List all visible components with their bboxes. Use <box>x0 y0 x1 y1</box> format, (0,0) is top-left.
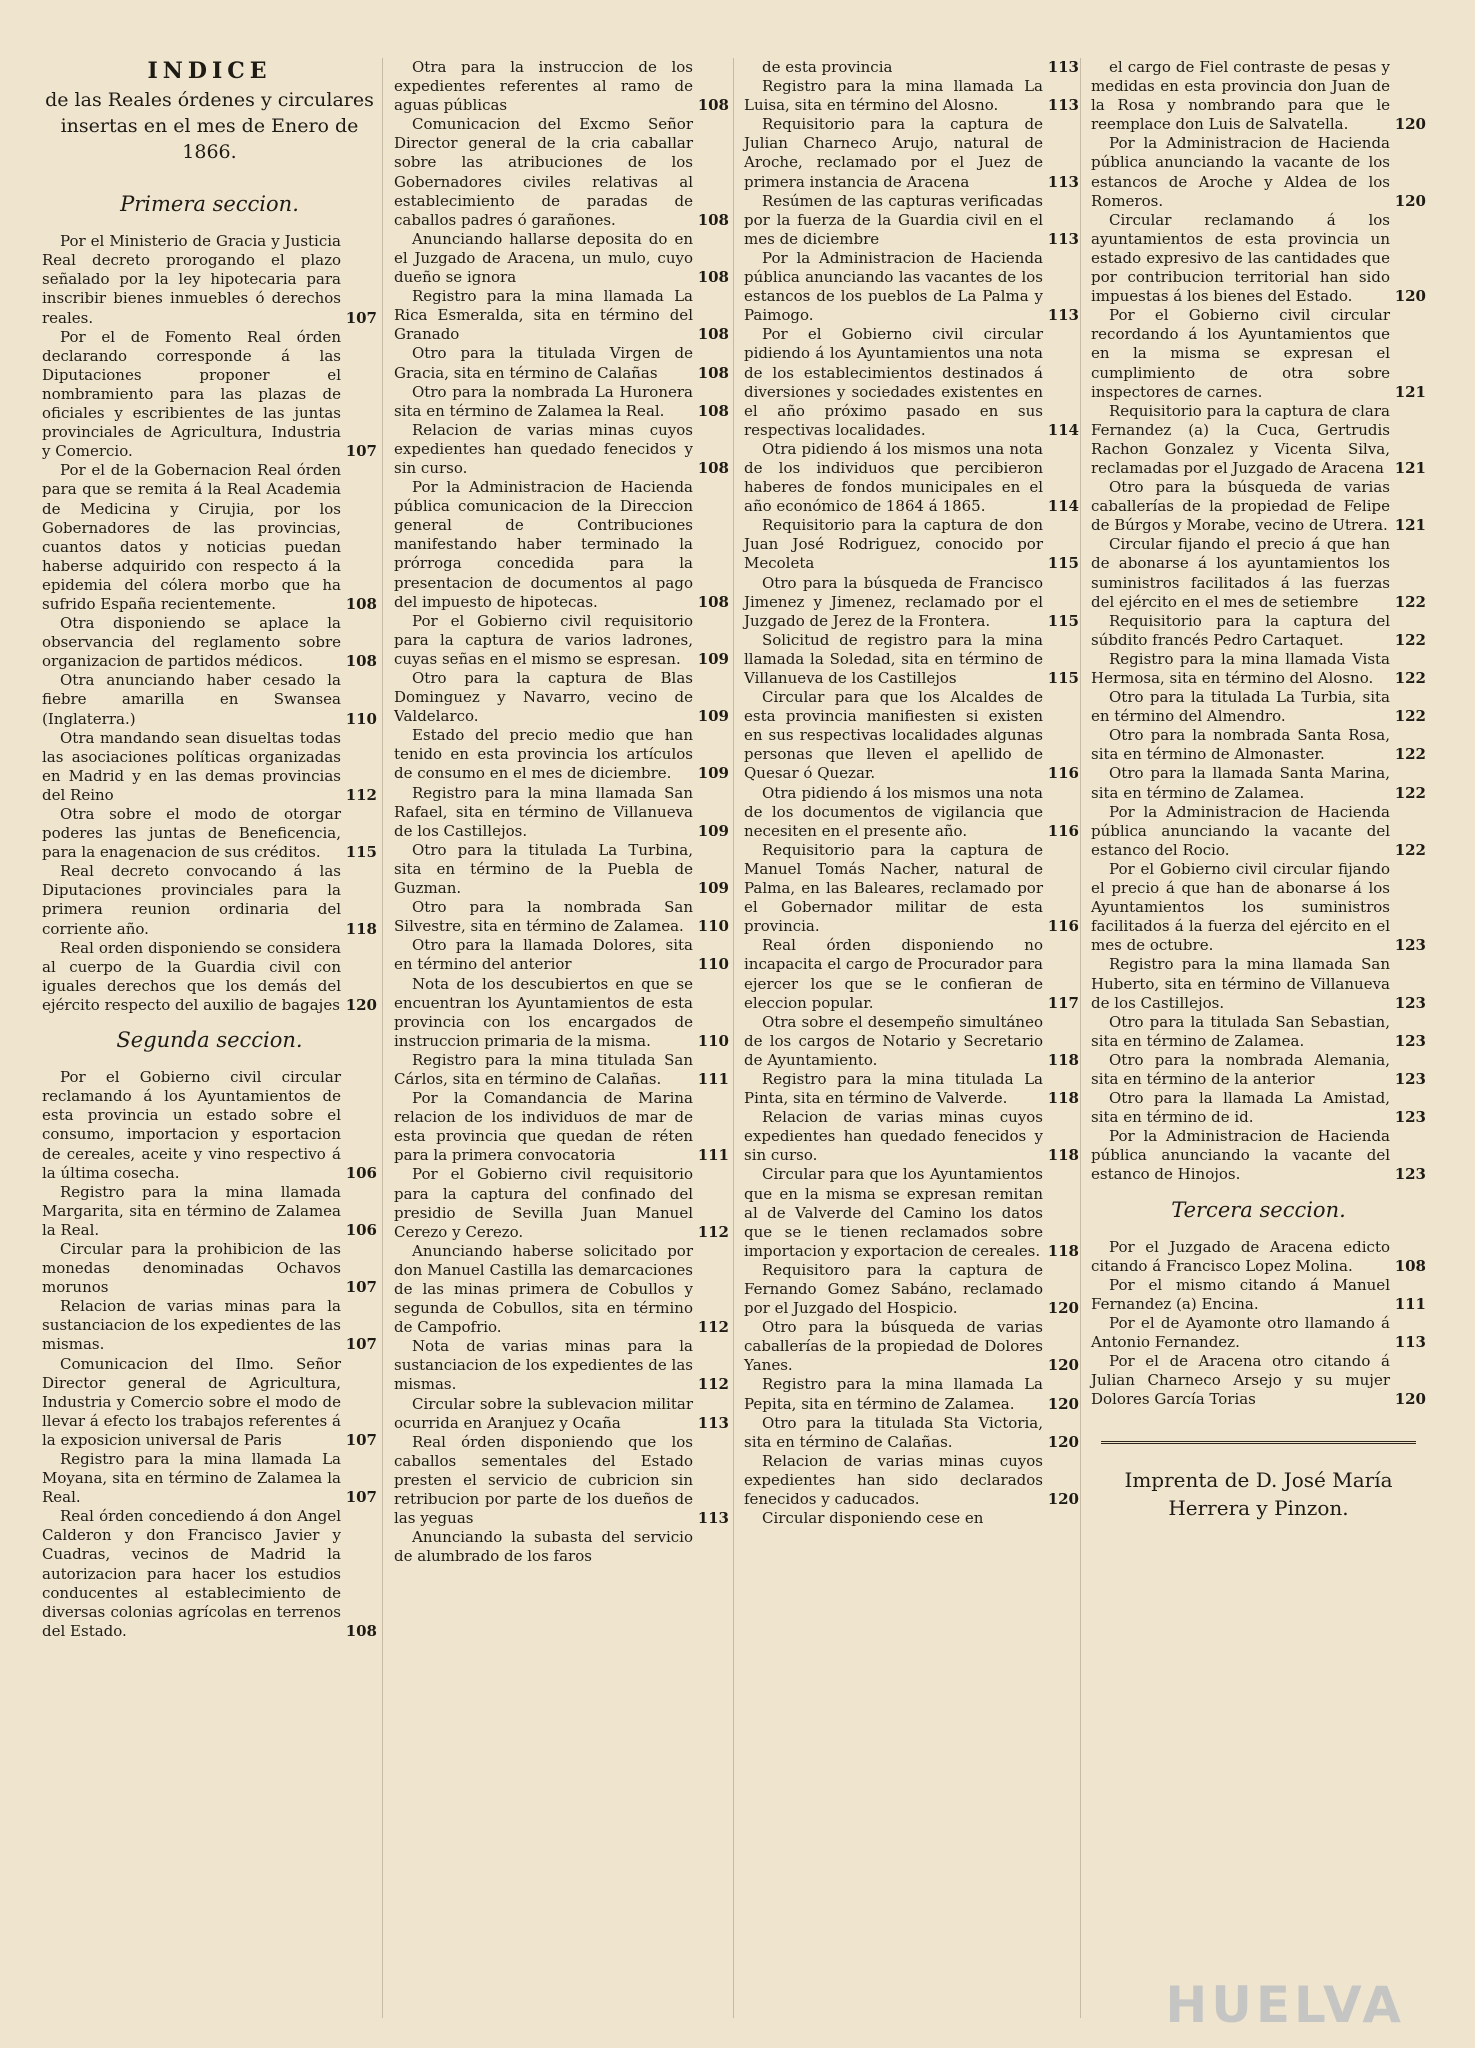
index-entry <box>394 841 729 898</box>
entry-page-number: 109 <box>697 821 729 840</box>
entry-text: Circular disponiendo cese en <box>762 1509 984 1528</box>
index-entry <box>394 115 729 230</box>
entry-page-number: 118 <box>1047 1146 1079 1165</box>
entry-text: Por el Gobierno civil circular reclamando á los Ayuntamientos de esta provincia un estado sobre el consumo, importacion y esportacion de cereales, aceite y vino respectivo á la última cosecha. <box>42 1068 341 1182</box>
entry-page-number: 112 <box>345 785 377 804</box>
column-divider <box>1080 58 1081 2018</box>
index-entry <box>42 939 377 1015</box>
index-entry <box>42 862 377 938</box>
index-entry <box>1091 726 1426 764</box>
entry-text: Otra disponiendo se aplace la observancia del reglamento sobre organizacion de partidos médicos. <box>42 614 341 671</box>
entry-page-number: 122 <box>1394 630 1426 649</box>
entry-list <box>1091 58 1426 1185</box>
entry-text: Requisitorio para la captura de Manuel Tomás Nacher, natural de Palma, en las Baleares, reclamado por el Gobernador militar de esta provincia. <box>744 840 1043 936</box>
index-entry <box>394 383 729 421</box>
entry-page-number: 113 <box>1047 58 1079 76</box>
index-entry <box>1091 535 1426 611</box>
entry-text: Requisitorio para la captura de Julian Charneco Arujo, natural de Aroche, reclamado por el Juez de primera instancia de Aracena <box>744 115 1043 191</box>
entry-text: Otro para la llamada Santa Marina, sita en término de Zalamea. <box>1091 764 1390 802</box>
entry-text: Registro para la mina llamada La Pepita, sita en término de Zalamea. <box>744 1375 1043 1413</box>
index-entry <box>42 328 377 462</box>
index-entry <box>42 1068 377 1183</box>
index-entry <box>1091 955 1426 1012</box>
entry-page-number: 112 <box>697 1318 729 1337</box>
entry-page-number: 115 <box>1047 554 1079 573</box>
entry-text: Registro para la mina llamada San Huberto, sita en término de Villanueva de los Castillejos. <box>1091 955 1390 1012</box>
entry-page-number: 117 <box>1047 993 1079 1012</box>
entry-page-number: 107 <box>345 1278 377 1297</box>
entry-page-number: 120 <box>1047 1299 1079 1318</box>
entry-text: Requisitorio para la captura de don Juan José Rodriguez, conocido por Mecoleta <box>744 516 1043 573</box>
entry-page-number: 120 <box>1394 1390 1426 1409</box>
entry-text: Solicitud de registro para la mina llamada la Soledad, sita en término de Villanueva de los Castillejos <box>744 630 1043 687</box>
index-entry <box>394 726 729 783</box>
entry-page-number: 122 <box>1394 840 1426 859</box>
entry-page-number: 114 <box>1047 497 1079 516</box>
index-entry <box>42 1240 377 1297</box>
entry-page-number: 123 <box>1394 1165 1426 1184</box>
entry-text: Por el de Ayamonte otro llamando á Antonio Fernandez. <box>1091 1314 1390 1352</box>
index-entry <box>1091 1352 1426 1409</box>
index-entry <box>42 805 377 862</box>
section-heading-primera: Primera seccion. <box>120 192 299 217</box>
index-entry <box>394 1051 729 1089</box>
entry-text: Anunciando haberse solicitado por don Manuel Castilla las demarcaciones de las minas primera de Cobullos y segunda de Cobullos, sita en término de Campofrio. <box>394 1241 693 1337</box>
entry-text: Otra para la instruccion de los expedientes referentes al ramo de aguas públicas <box>394 58 693 115</box>
entry-page-number: 122 <box>1394 745 1426 764</box>
index-entry <box>744 1452 1079 1509</box>
entry-text: Otra pidiendo á los mismos una nota de los documentos de vigilancia que necesiten en el presente año. <box>744 783 1043 840</box>
column-4 <box>1091 58 1426 1522</box>
entry-page-number: 113 <box>697 1413 729 1432</box>
entry-text: Circular para que los Alcaldes de esta provincia manifiesten si existen en sus respectivas localidades algunas personas que lleven el apellido de Quesar ó Quezar. <box>744 688 1043 783</box>
entry-text: Otra pidiendo á los mismos una nota de los individuos que percibieron haberes de fondos municipales en el año económico de 1864 á 1865. <box>744 439 1043 516</box>
entry-page-number: 120 <box>1047 1490 1079 1509</box>
entry-page-number: 108 <box>697 96 729 115</box>
index-entry <box>744 115 1079 191</box>
entry-text: Otra sobre el modo de otorgar poderes las juntas de Beneficencia, para la enagenacion de sus créditos. <box>42 805 341 862</box>
entry-page-number: 108 <box>697 268 729 287</box>
entry-page-number: 123 <box>1394 993 1426 1012</box>
entry-text: Registro para la mina llamada La Rica Esmeralda, sita en término del Granado <box>394 287 693 344</box>
index-entry <box>394 1242 729 1337</box>
entry-text: Relacion de varias minas cuyos expedientes han quedado fenecidos y sin curso. <box>744 1108 1043 1165</box>
entry-page-number: 106 <box>345 1220 377 1239</box>
index-entry <box>744 192 1079 249</box>
index-entry <box>1091 211 1426 306</box>
entry-text: Por el mismo citando á Manuel Fernandez (a) Encina. <box>1091 1275 1390 1313</box>
column-divider <box>382 58 383 2018</box>
entry-page-number: 107 <box>345 442 377 461</box>
entry-page-number: 118 <box>345 919 377 938</box>
entry-text: Relacion de varias minas cuyos expedientes han quedado fenecidos y sin curso. <box>394 420 693 477</box>
entry-page-number: 121 <box>1394 382 1426 401</box>
entry-page-number: 108 <box>697 325 729 344</box>
entry-text: Por la Comandancia de Marina relacion de los individuos de mar de esta provincia que quedan de réten para la primera convocatoria <box>394 1089 693 1165</box>
index-entry <box>394 936 729 974</box>
entry-page-number: 118 <box>1047 1050 1079 1069</box>
entry-page-number: 114 <box>1047 420 1079 439</box>
entry-page-number: 121 <box>1394 516 1426 535</box>
index-entry <box>42 614 377 671</box>
entry-page-number: 123 <box>1394 1069 1426 1088</box>
entry-page-number: 109 <box>697 879 729 898</box>
index-entry <box>744 1261 1079 1318</box>
entry-page-number: 116 <box>1047 917 1079 936</box>
index-entry <box>394 898 729 936</box>
index-entry <box>744 516 1079 573</box>
entry-text: Por el Gobierno civil circular fijando el precio á que han de abonarse á los Ayuntamientos los suministros facilitados á la fuerza del ejército en el mes de octubre. <box>1091 859 1390 955</box>
divider-rule <box>1101 1441 1416 1444</box>
entry-page-number: 109 <box>697 649 729 668</box>
entry-text: Otro para la llamada La Amistad, sita en término de id. <box>1091 1089 1390 1127</box>
entry-text: Requisitoro para la captura de Fernando Gomez Sabáno, reclamado por el Juzgado del Hospicio. <box>744 1260 1043 1318</box>
index-entry <box>394 230 729 287</box>
entry-text: Otro para la llamada Dolores, sita en término del anterior <box>394 936 693 974</box>
index-entry <box>394 975 729 1051</box>
entry-text: Relacion de varias minas cuyos expedientes han sido declarados fenecidos y caducados. <box>744 1451 1043 1509</box>
index-entry <box>394 1433 729 1528</box>
index-entry <box>42 1183 377 1240</box>
index-entry <box>394 1337 729 1394</box>
entry-text: Anunciando la subasta del servicio de alumbrado de los faros <box>394 1528 693 1566</box>
entry-page-number: 109 <box>697 707 729 726</box>
index-entry <box>394 287 729 344</box>
column-2 <box>394 58 729 1566</box>
entry-page-number: 109 <box>697 764 729 783</box>
entry-text: Real órden concediendo á don Angel Calderon y don Francisco Javier y Cuadras, vecinos de Madrid la autorizacion para hacer los estudios conducentes al establecimiento de diversas colonias agrícolas en terrenos del Estado. <box>42 1507 341 1640</box>
index-entry <box>394 1528 729 1566</box>
index-entry <box>1091 58 1426 134</box>
entry-list <box>744 58 1079 1528</box>
index-entry <box>42 461 377 614</box>
entry-text: Nota de los descubiertos en que se encuentran los Ayuntamientos de esta provincia con los encargados de instruccion primaria de la misma. <box>394 974 693 1050</box>
entry-page-number: 121 <box>1394 458 1426 477</box>
entry-text: Otro para la captura de Blas Dominguez y Navarro, vecino de Valdelarco. <box>394 669 693 726</box>
entry-text: Registro para la mina titulada San Cárlos, sita en término de Calañas. <box>394 1050 693 1088</box>
index-entry <box>394 58 729 115</box>
entry-text: Otro para la titulada La Turbina, sita en término de la Puebla de Guzman. <box>394 840 693 898</box>
entry-text: Otro para la búsqueda de Francisco Jimenez y Jimenez, reclamado por el Juzgado de Jerez de la Frontera. <box>744 573 1043 630</box>
index-entry <box>1091 1314 1426 1352</box>
index-entry <box>394 784 729 841</box>
entry-text: Otra anunciando haber cesado la fiebre amarilla en Swansea (Inglaterra.) <box>42 671 341 728</box>
index-entry <box>42 1507 377 1641</box>
index-entry <box>744 1318 1079 1375</box>
entry-text: Registro para la mina llamada La Moyana, sita en término de Zalamea la Real. <box>42 1450 341 1507</box>
entry-page-number: 111 <box>697 1069 729 1088</box>
index-entry <box>744 325 1079 440</box>
index-entry <box>394 612 729 669</box>
index-entry <box>42 1355 377 1450</box>
entry-text: Comunicacion del Ilmo. Señor Director general de Agricultura, Industria y Comercio sobre el modo de llevar á efecto los trabajos referentes á la exposicion universal de Paris <box>42 1354 341 1449</box>
entry-text: de esta provincia <box>762 58 893 76</box>
entry-text: Otro para la nombrada Alemania, sita en término de la anterior <box>1091 1050 1390 1088</box>
index-entry <box>1091 306 1426 401</box>
entry-text: Requisitorio para la captura del súbdito francés Pedro Cartaquet. <box>1091 611 1390 649</box>
entry-page-number: 107 <box>345 1335 377 1354</box>
entry-text: Registro para la mina llamada San Rafael, sita en término de Villanueva de los Castillejos. <box>394 783 693 840</box>
section-heading-segunda: Segunda seccion. <box>116 1028 303 1053</box>
entry-page-number: 108 <box>697 210 729 229</box>
entry-page-number: 120 <box>1047 1394 1079 1413</box>
entry-page-number: 113 <box>1047 172 1079 191</box>
entry-text: Otro para la búsqueda de varias caballerías de la propiedad de Dolores Yanes. <box>744 1318 1043 1375</box>
entry-text: Requisitorio para la captura de clara Fernandez (a) la Cuca, Gertrudis Rachon Gonzalez y Vicenta Silva, reclamadas por el Juzgado de Aracena <box>1091 401 1390 477</box>
entry-page-number: 108 <box>345 652 377 671</box>
index-entry <box>1091 764 1426 802</box>
index-entry <box>744 841 1079 936</box>
imprint: Imprenta de D. José María Herrera y Pinzon. <box>1124 1468 1393 1521</box>
entry-page-number: 110 <box>697 917 729 936</box>
entry-page-number: 123 <box>1394 936 1426 955</box>
index-entry <box>744 58 1079 77</box>
entry-text: Por la Administracion de Hacienda pública anunciando la vacante del estanco de Hinojos. <box>1091 1127 1390 1184</box>
index-entry <box>394 1165 729 1241</box>
entry-text: Registro para la mina llamada Vista Hermosa, sita en término del Alosno. <box>1091 649 1390 687</box>
entry-page-number: 122 <box>1394 783 1426 802</box>
index-entry <box>744 1108 1079 1165</box>
entry-page-number: 108 <box>697 401 729 420</box>
entry-text: Por la Administracion de Hacienda pública anunciando las vacantes de los estancos de los pueblos de La Palma y Paimogo. <box>744 248 1043 325</box>
entry-text: Anunciando hallarse deposita do en el Juzgado de Aracena, un mulo, cuyo dueño se ignora <box>394 229 693 287</box>
entry-page-number: 120 <box>1047 1432 1079 1451</box>
entry-text: Real órden disponiendo que los caballos sementales del Estado presten el servicio de cubricion sin retribucion por parte de los dueños de las yeguas <box>394 1432 693 1528</box>
entry-text: Registro para la mina titulada La Pinta, sita en término de Valverde. <box>744 1069 1043 1108</box>
index-entry <box>1091 402 1426 478</box>
entry-text: Otra sobre el desempeño simultáneo de los cargos de Notario y Secretario de Ayuntamiento. <box>744 1012 1043 1069</box>
index-entry <box>744 574 1079 631</box>
entry-page-number: 108 <box>697 458 729 477</box>
entry-text: Circular para que los Ayuntamientos que en la misma se expresan remitan al de Valverde del Camino los datos que se le tienen reclamados sobre importacion y exportacion de cereales. <box>744 1165 1043 1260</box>
entry-text: Nota de varias minas para la sustanciacion de los expedientes de las mismas. <box>394 1337 693 1394</box>
entry-text: Circular para la prohibicion de las monedas denominadas Ochavos morunos <box>42 1239 341 1297</box>
index-entry <box>744 1375 1079 1413</box>
index-page <box>22 58 1458 2038</box>
index-entry <box>744 1070 1079 1108</box>
entry-text: Circular fijando el precio á que han de abonarse á los ayuntamientos los suministros facilitados á las fuerzas del ejército en el mes de setiembre <box>1091 535 1390 611</box>
entry-page-number: 112 <box>697 1375 729 1394</box>
entry-page-number: 116 <box>1047 821 1079 840</box>
index-entry <box>42 1450 377 1507</box>
entry-text: Otro para la nombrada La Huronera sita en término de Zalamea la Real. <box>394 382 693 420</box>
entry-page-number: 107 <box>345 1488 377 1507</box>
index-entry <box>1091 134 1426 210</box>
index-entry <box>744 631 1079 688</box>
entry-text: Por la Administracion de Hacienda pública anunciando la vacante del estanco del Rocio. <box>1091 802 1390 859</box>
index-entry <box>744 1414 1079 1452</box>
entry-page-number: 113 <box>1047 306 1079 325</box>
entry-page-number: 123 <box>1394 1031 1426 1050</box>
entry-page-number: 120 <box>1394 287 1426 306</box>
entry-text: Otro para la titulada Sta Victoria, sita en término de Calañas. <box>744 1413 1043 1451</box>
entry-page-number: 122 <box>1394 592 1426 611</box>
entry-page-number: 108 <box>1394 1256 1426 1275</box>
index-entry <box>42 1297 377 1354</box>
index-entry <box>744 936 1079 1012</box>
entry-page-number: 120 <box>1394 115 1426 134</box>
entry-page-number: 110 <box>345 709 377 728</box>
entry-page-number: 108 <box>697 363 729 382</box>
index-entry <box>744 1165 1079 1260</box>
index-entry <box>394 478 729 612</box>
entry-list <box>42 232 377 1015</box>
index-entry <box>394 669 729 726</box>
entry-text: Registro para la mina llamada La Luisa, sita en término del Alosno. <box>744 77 1043 115</box>
entry-page-number: 118 <box>1047 1241 1079 1260</box>
entry-text: Circular sobre la sublevacion militar ocurrida en Aranjuez y Ocaña <box>394 1394 693 1432</box>
entry-text: Otro para la nombrada San Silvestre, sita en término de Zalamea. <box>394 898 693 936</box>
entry-text: Por el de Aracena otro citando á Julian Charneco Arsejo y su mujer Dolores García Torias <box>1091 1352 1390 1409</box>
entry-text: Real orden disponiendo se considera al cuerpo de la Guardia civil con iguales derechos que los demás del ejército respecto del auxilio de bagajes <box>42 938 341 1014</box>
index-subtitle: de las Reales órdenes y circulares insertas en el mes de Enero de 1866. <box>45 89 374 164</box>
column-1 <box>42 58 377 1641</box>
entry-page-number: 111 <box>697 1146 729 1165</box>
entry-page-number: 115 <box>1047 611 1079 630</box>
entry-text: Por el Gobierno civil requisitorio para la captura de varios ladrones, cuyas señas en el mismo se espresan. <box>394 611 693 668</box>
entry-page-number: 122 <box>1394 669 1426 687</box>
index-entry <box>744 688 1079 783</box>
entry-page-number: 108 <box>345 1621 377 1640</box>
index-entry <box>744 249 1079 325</box>
index-entry <box>1091 1127 1426 1184</box>
entry-page-number: 111 <box>1394 1294 1426 1313</box>
column-3 <box>744 58 1079 1528</box>
index-entry <box>394 421 729 478</box>
entry-page-number: 108 <box>697 592 729 611</box>
entry-text: Otro para la búsqueda de varias caballerías de la propiedad de Felipe de Búrgos y Morabe, vecino de Utrera. <box>1091 478 1390 535</box>
entry-text: Por la Administracion de Hacienda pública comunicacion de la Direccion general de Contribuciones manifestando haber terminado la prórroga concedida para la presentacion de documentos al pago del impuesto de hipotecas. <box>394 478 693 611</box>
entry-page-number: 120 <box>1047 1356 1079 1375</box>
index-entry <box>1091 1013 1426 1051</box>
index-entry <box>1091 688 1426 726</box>
index-entry <box>394 344 729 382</box>
section-heading-tercera: Tercera seccion. <box>1171 1197 1346 1222</box>
index-entry <box>42 232 377 327</box>
entry-list <box>394 58 729 1566</box>
index-entry <box>42 729 377 805</box>
entry-text: Relacion de varias minas para la sustanciacion de los expedientes de las mismas. <box>42 1297 341 1354</box>
entry-text: Otra mandando sean disueltas todas las asociaciones políticas organizadas en Madrid y en las demas provincias del Reino <box>42 728 341 804</box>
index-title: INDICE <box>147 58 272 84</box>
entry-text: Circular reclamando á los ayuntamientos de esta provincia un estado expresivo de las cantidades que por contribucion territorial han sido impuestas á los bienes del Estado. <box>1091 210 1390 306</box>
entry-text: Otro para la titulada La Turbia, sita en término del Almendro. <box>1091 688 1390 726</box>
index-entry <box>1091 1238 1426 1276</box>
index-entry <box>1091 650 1426 688</box>
entry-text: Real órden disponiendo no incapacita el cargo de Procurador para ejercer los que se le confieran de eleccion popular. <box>744 936 1043 1012</box>
index-entry <box>394 1395 729 1433</box>
entry-page-number: 115 <box>345 843 377 862</box>
entry-page-number: 112 <box>697 1222 729 1241</box>
entry-list <box>42 1068 377 1641</box>
entry-text: Resúmen de las capturas verificadas por la fuerza de la Guardia civil en el mes de diciembre <box>744 191 1043 248</box>
entry-text: Por el de Fomento Real órden declarando corresponde á las Diputaciones proponer el nombramiento para las plazas de oficiales y escribientes de las juntas provinciales de Agricultura, Industria y Comercio. <box>42 327 341 461</box>
index-entry <box>1091 1276 1426 1314</box>
index-entry <box>744 1509 1079 1528</box>
entry-text: Comunicacion del Excmo Señor Director general de la cria caballar sobre las atribuciones de los Gobernadores civiles relativas al establecimiento de paradas de caballos padres ó garañones. <box>394 115 693 229</box>
entry-page-number: 113 <box>1394 1333 1426 1352</box>
entry-page-number: 110 <box>697 955 729 974</box>
index-entry <box>744 784 1079 841</box>
entry-text: Por el Juzgado de Aracena edicto citando á Francisco Lopez Molina. <box>1091 1237 1390 1275</box>
entry-page-number: 110 <box>697 1031 729 1050</box>
entry-page-number: 118 <box>1047 1089 1079 1108</box>
entry-text: Por el Gobierno civil requisitorio para la captura del confinado del presidio de Sevilla Juan Manuel Cerezo y Cerezo. <box>394 1165 693 1241</box>
entry-text: Por el Gobierno civil circular recordando á los Ayuntamientos que en la misma se expresan el cumplimiento de otra sobre inspectores de carnes. <box>1091 306 1390 401</box>
entry-page-number: 108 <box>345 594 377 613</box>
entry-page-number: 113 <box>1047 96 1079 115</box>
entry-text: Registro para la mina llamada Margarita, sita en término de Zalamea la Real. <box>42 1182 341 1239</box>
index-entry <box>744 1013 1079 1070</box>
entry-text: Por la Administracion de Hacienda pública anunciando la vacante de los estancos de Aroche y Aldea de los Romeros. <box>1091 134 1390 210</box>
index-entry <box>744 440 1079 516</box>
column-divider <box>733 58 734 2018</box>
entry-page-number: 107 <box>345 1430 377 1449</box>
entry-text: Real decreto convocando á las Diputaciones provinciales para la primera reunion ordinaria del corriente año. <box>42 862 341 938</box>
index-entry <box>1091 860 1426 955</box>
entry-page-number: 120 <box>345 995 377 1014</box>
entry-text: Por el de la Gobernacion Real órden para que se remita á la Real Academia de Medicina y Cirujia, por los Gobernadores de las provincias, cuantos datos y noticias puedan haberse adquirido con respecto á la epidemia del cólera morbo que ha sufrido España recientemente. <box>42 461 341 613</box>
index-entry <box>1091 1089 1426 1127</box>
watermark: HUELVA <box>1165 1976 1405 2034</box>
index-entry <box>1091 803 1426 860</box>
entry-page-number: 106 <box>345 1163 377 1182</box>
entry-page-number: 113 <box>697 1509 729 1528</box>
entry-text: Por el Gobierno civil circular pidiendo á los Ayuntamientos una nota de los establecimientos destinados á diversiones y sociedades existentes en el año próximo pasado en sus respectivas localidades. <box>744 325 1043 439</box>
entry-list <box>1091 1238 1426 1410</box>
entry-text: Otro para la titulada Virgen de Gracia, sita en término de Calañas <box>394 344 693 382</box>
index-entry <box>1091 478 1426 535</box>
entry-text: Otro para la nombrada Santa Rosa, sita en término de Almonaster. <box>1091 726 1390 764</box>
entry-page-number: 107 <box>345 308 377 327</box>
entry-text: Por el Ministerio de Gracia y Justicia Real decreto prorogando el plazo señalado por la ley hipotecaria para inscribir bienes inmuebles ó derechos reales. <box>42 232 341 327</box>
index-entry <box>1091 612 1426 650</box>
entry-text: Estado del precio medio que han tenido en esta provincia los artículos de consumo en el mes de diciembre. <box>394 726 693 783</box>
entry-page-number: 122 <box>1394 707 1426 726</box>
entry-page-number: 116 <box>1047 764 1079 783</box>
entry-page-number: 120 <box>1394 191 1426 210</box>
entry-text: el cargo de Fiel contraste de pesas y medidas en esta provincia don Juan de la Rosa y nombrando para que le reemplace don Luis de Salvatella. <box>1091 58 1390 134</box>
entry-page-number: 113 <box>1047 229 1079 248</box>
entry-text: Otro para la titulada San Sebastian, sita en término de Zalamea. <box>1091 1012 1390 1050</box>
index-entry <box>744 77 1079 115</box>
index-entry <box>1091 1051 1426 1089</box>
entry-page-number: 115 <box>1047 669 1079 687</box>
entry-page-number: 123 <box>1394 1108 1426 1127</box>
index-entry <box>394 1089 729 1165</box>
index-entry <box>42 671 377 728</box>
